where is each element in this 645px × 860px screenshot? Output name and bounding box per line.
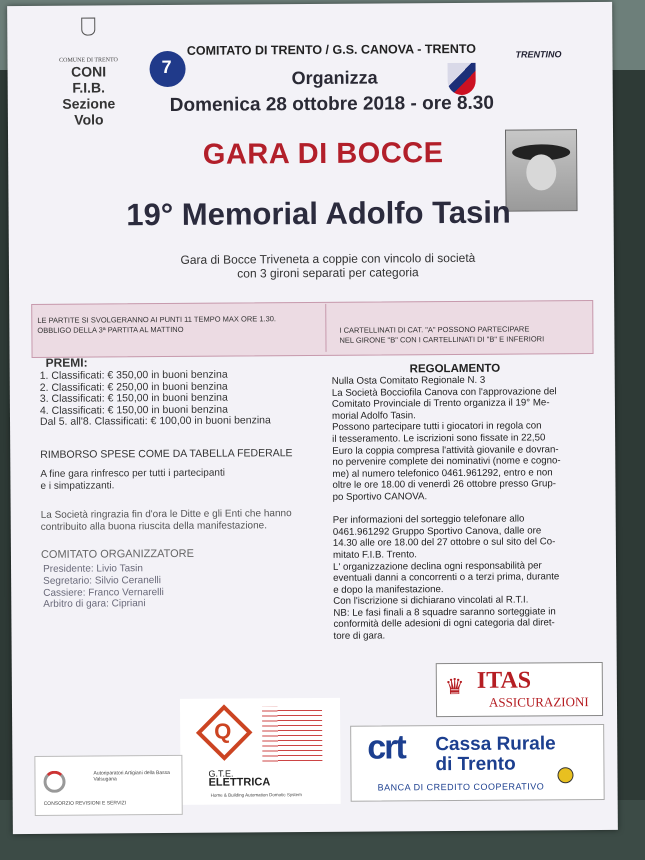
consorzio-logo-icon [43,771,65,793]
notice-right [339,324,587,346]
role-line: Cassiere: Franco Vernarelli [43,586,164,599]
regolamento-title: REGOLAMENTO [409,362,501,376]
event-date: Domenica 28 ottobre 2018 - ore 8.30 [169,92,494,116]
gte-name: G.T.E. [208,768,234,779]
comune-label: COMUNE DI TRENTO [59,57,118,64]
subtitle-line: con 3 gironi separati per categoria [237,265,419,281]
regolamento-line: Comitato Provinciale di Trento organizza il 19° Me- [331,397,550,411]
crt-sponsor [350,724,605,802]
role-line: Arbitro di gara: Cipriani [43,598,146,611]
regolamento-line: po Sportivo CANOVA. [332,491,428,503]
rinfresco-line: A fine gara rinfresco per tutti i partecipanti [40,467,225,480]
regolamento-line: morial Adolfo Tasin. [331,410,416,422]
regolamento-line: il tesseramento. Le iscrizioni sono fissate in 22,50 [332,432,546,445]
gte-name2: ELETTRICA [208,776,271,789]
regolamento-line: Nulla Osta Comitato Regionale N. 3 [331,374,486,387]
regolamento-line: mitato F.I.B. Trento. [332,549,417,561]
gte-contact-lines [262,706,322,764]
regolamento-line: Con l'iscrizione si dichiarano vincolati al R.T.I. [333,594,529,608]
event-title: GARA DI BOCCE [202,137,444,171]
itas-name: ITAS [476,667,532,694]
gte-q-icon: Q [214,718,232,744]
gte-tagline: Home & Building Automation Domotic System [210,792,302,798]
premi-list [40,369,330,429]
regolamento-line: Euro la coppia compresa l'attività giovanile e dovran- [332,443,559,457]
regolamento-line: L' organizzazione declina ogni responsabilità per [333,559,542,573]
comitato-org-roles [43,562,293,611]
notice-line: LE PARTITE SI SVOLGERANNO AI PUNTI 11 TEMPO MAX ORE 1.30. [37,314,277,325]
notice-line: OBBLIGO DELLA 3ª PARTITA AL MATTINO [37,324,184,335]
consorzio-text: Autoriparatori Artigiani della Bassa Valsugana [93,770,170,783]
itas-sponsor [436,662,603,717]
regolamento-line: NB: Le fasi finali a 8 squadre saranno sorteggiate in [333,606,556,619]
comune-emblem [53,17,123,63]
premi-item: 4. Classificati: € 150,00 in buoni benzina [39,403,228,417]
regolamento-line: Per informazioni del sorteggio telefonare allo [332,513,525,526]
regolamento-line: e dopo la manifestazione. [333,583,444,596]
premi-item: 2. Classificati: € 250,00 in buoni benzina [39,380,228,394]
crt-line3: BANCA DI CREDITO COOPERATIVO [377,781,545,793]
regolamento-line: no pervenire complete dei nominativi (nome e cogno- [332,455,561,469]
coni-block [48,63,130,128]
itas-sub: ASSICURAZIONI [488,694,589,710]
memorial-title: 19° Memorial Adolfo Tasin [126,194,511,233]
regolamento-line: 14.30 alle ore 18.00 del 27 ottobre o sul sito del Co- [332,536,556,550]
notice-line: NEL GIRONE "B" CON I CARTELLINATI DI "B" E INFERIORI [339,334,545,345]
subtitle-line: Gara di Bocce Triveneta a coppie con vincolo di società [180,250,476,267]
regolamento-line: tore di gara. [333,630,386,642]
premi-title: PREMI: [45,355,88,370]
coni-line: Volo [74,111,104,128]
gte-sponsor [180,698,341,805]
fib-logo-icon [149,51,185,87]
consorzio-name: CONSORZIO REVISIONI E SERVIZI [43,800,127,807]
crt-logo: crt [367,728,405,767]
coni-line: F.I.B. [72,79,106,96]
premi-item: 3. Classificati: € 150,00 in buoni benzina [39,391,228,406]
regolamento-line: La Società Bocciofila Canova con l'approvazione del [331,385,557,399]
event-subtitle [143,251,513,282]
crt-emblem-icon [557,767,573,783]
organizza-label: Organizza [291,67,378,89]
rinfresco-text [40,467,310,493]
role-line: Presidente: Livio Tasin [43,563,143,575]
rinfresco-line: e i simpatizzanti. [40,480,115,492]
premi-item: Dal 5. all'8. Classificati: € 100,00 in buoni benzina [39,414,271,429]
notice-left [37,314,322,336]
regolamento-line: 0461.961292 Gruppo Sportivo Canova, dalle ore [332,525,542,538]
comitato-heading: COMITATO DI TRENTO / G.S. CANOVA - TRENTO [186,41,477,58]
ringrazia-line: contribuito alla buona riuscita della manifestazione. [40,520,268,533]
coat-of-arms-icon [81,18,95,36]
notice-line: I CARTELLINATI DI CAT. "A" POSSONO PARTECIPARE [339,324,530,335]
regolamento-line: eventuali danni a concorrenti o a terzi prima, durante [333,571,560,584]
regolamento-line: me) al numero telefonico 0461.961292, entro e non [332,467,553,480]
regolamento-text [332,374,602,643]
eagle-icon: ♛ [444,673,465,700]
consorzio-sponsor [34,755,182,816]
ringrazia-text [41,508,341,534]
face-shape [526,154,556,190]
coni-line: Sezione [62,95,116,112]
regolamento-line: oltre le ore 18.00 di venerdì 26 ottobre presso Grup- [332,478,556,492]
ringrazia-line: La Società ringrazia fin d'ora le Ditte e gli Enti che hanno [40,508,292,521]
regolamento-line: conformità delle adesioni di ogni categoria dal diret- [333,617,555,631]
trentino-logo: TRENTINO [515,49,562,60]
coni-line: CONI [71,63,107,80]
regolamento-line: Possono partecipare tutti i giocatori in regola con [332,420,542,434]
comitato-org-title: COMITATO ORGANIZZATORE [40,547,194,561]
role-line: Segretario: Silvio Ceranelli [43,574,162,587]
canova-shield-icon [448,63,476,95]
crt-line1: Cassa Rurale [435,733,556,756]
premi-item: 1. Classificati: € 350,00 in buoni benzina [39,368,228,382]
rimborso-text: RIMBORSO SPESE COME DA TABELLA FEDERALE [40,447,293,461]
crt-line2: di Trento [435,753,516,776]
poster [7,2,618,834]
